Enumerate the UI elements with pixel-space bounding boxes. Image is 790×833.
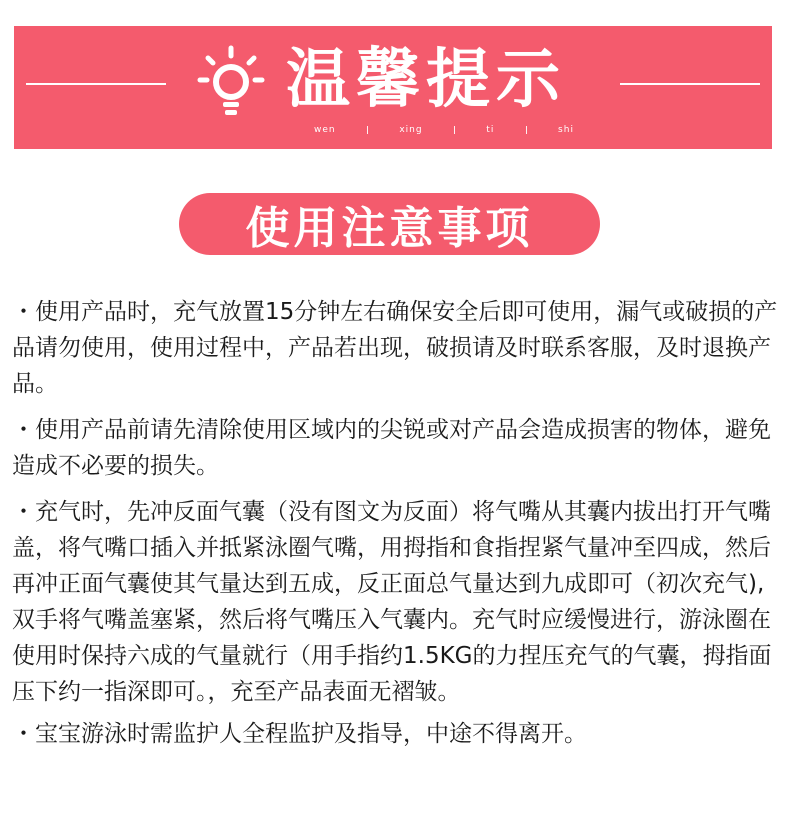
- section-title-pill: 使用注意事项: [179, 193, 600, 255]
- pinyin-syllable: xing: [399, 125, 423, 135]
- note-item: ・宝宝游泳时需监护人全程监护及指导，中途不得离开。: [12, 721, 587, 747]
- notes-list: [12, 294, 780, 762]
- decorative-line-left: [26, 83, 166, 85]
- decorative-line-right: [620, 83, 760, 85]
- pinyin-separator: [526, 126, 527, 134]
- pinyin-syllable: wen: [314, 125, 336, 135]
- pinyin-separator: [367, 126, 368, 134]
- pinyin-separator: [454, 126, 455, 134]
- note-item: ・使用产品时，充气放置15分钟左右确保安全后即可使用，漏气或破损的产品请勿使用，使用过程中，产品若出现，破损请及时联系客服，及时退换产品。: [12, 299, 778, 397]
- pinyin-row: [314, 125, 574, 135]
- pinyin-syllable: shi: [558, 125, 574, 135]
- note-item: ・使用产品前请先清除使用区域内的尖锐或对产品会造成损害的物体，避免造成不必要的损失。: [12, 417, 771, 479]
- note-item: ・充气时，先冲反面气囊（没有图文为反面）将气嘴从其囊内拔出打开气嘴盖，将气嘴口插入并抵紧泳圈气嘴，用拇指和食指捏紧气量冲至四成，然后再冲正面气囊使其气量达到五成，反正面总气量达到九成即可（初次充气),双手将气嘴盖塞紧，然后将气嘴压入气囊内。充气时应缓慢进行，游泳圈在使用时保持六成的气量就行（用手指约1.5KG的力捏压充气的气囊，拇指面压下约一指深即可。，充至产品表面无褶皱。: [12, 499, 772, 705]
- pinyin-syllable: ti: [486, 125, 495, 135]
- lightbulb-icon: [196, 44, 266, 124]
- banner-title: 温馨提示: [286, 43, 566, 117]
- header-banner: [14, 26, 772, 149]
